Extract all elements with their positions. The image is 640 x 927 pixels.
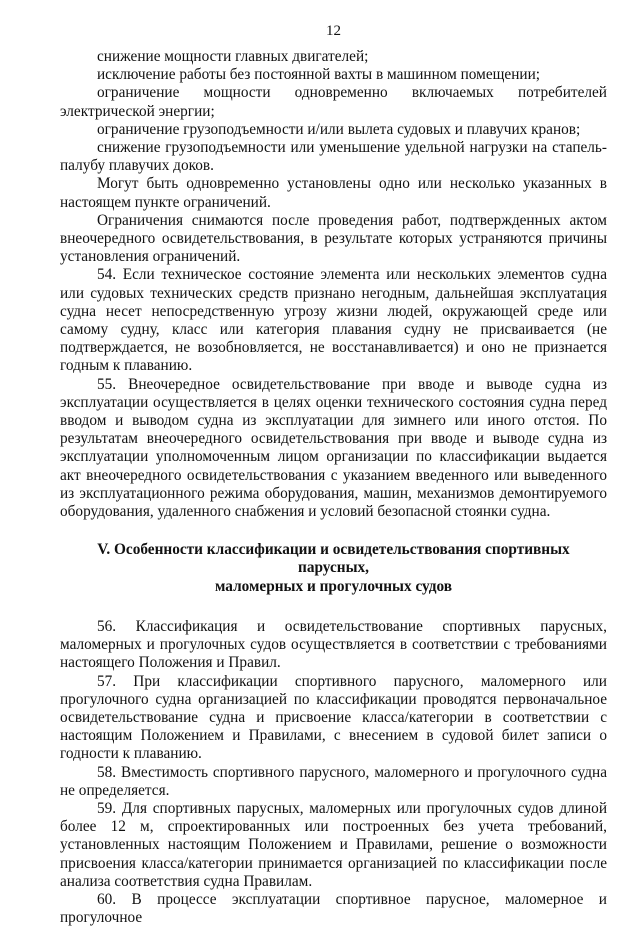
paragraph: ограничение грузоподъемности и/или вылета судовых и плавучих кранов; (97, 120, 581, 138)
paragraph-57: 57. При классификации спортивного парусного, маломерного или прогулочного судна организацией по классификации проводятся первоначальное освидетельствование судна и присвоение класса/категории в соответствии с настоящим Положением и Правилами, с внесением в судовой билет записи о годности к плаванию. (60, 672, 607, 763)
paragraph-54: 54. Если техническое состояние элемента или нескольких элементов судна или судовых технических средств признано негодным, дальнейшая эксплуатация судна несет непосредственную угрозу жизни людей, окружающей среде или самому судну, класс или категория плавания судну не присваивается (не подтверждается, не возобновляется, не восстанавливается) и оно не признается годным к плаванию. (60, 266, 607, 375)
paragraph: снижение грузоподъемности или уменьшение удельной нагрузки на стапель-палубу плавучих доков. (60, 139, 607, 175)
page-number: 12 (326, 23, 341, 39)
paragraph-58: 58. Вместимость спортивного парусного, маломерного и прогулочного судна не определяется. (60, 763, 607, 799)
paragraph: Ограничения снимаются после проведения работ, подтвержденных актом внеочередного освидетельствования, в результате которых устраняются причины установления ограничений. (60, 211, 607, 266)
section-heading-line-2: маломерных и прогулочных судов (214, 577, 453, 595)
paragraph: исключение работы без постоянной вахты в машинном помещении; (97, 66, 541, 84)
section-heading-line-1: V. Особенности классификации и освидетельствования спортивных парусных, (97, 541, 570, 577)
section-heading (60, 541, 607, 596)
paragraph: ограничение мощности одновременно включаемых потребителей электрической энергии; (60, 84, 607, 120)
paragraph-60: 60. В процессе эксплуатации спортивное парусное, маломерное и прогулочное (60, 890, 607, 927)
paragraph-59: 59. Для спортивных парусных, маломерных или прогулочных судов длиной более 12 м, спроектированных или построенных без учета требований, установленных настоящим Положением и Правилами, решение о возможности присвоения класса/категории принимается организацией по классификации после анализа соответствия судна Правилам. (60, 799, 607, 890)
document-page (60, 22, 607, 927)
paragraph-55: 55. Внеочередное освидетельствование при вводе и выводе судна из эксплуатации осуществляется в целях оценки технического состояния судна перед вводом и выводом судна из эксплуатации для зимнего или иного отстоя. По результатам внеочередного освидетельствования при вводе и выводе судна из эксплуатации уполномоченным лицом организации по классификации выдается акт внеочередного освидетельствования с указанием введенного или выведенного из эксплуатационного режима оборудования, машин, механизмов демонтируемого оборудования, удаленного снабжения и условий безопасной стоянки судна. (60, 375, 607, 521)
paragraph-56: 56. Классификация и освидетельствование спортивных парусных, маломерных и прогулочных судов осуществляется в соответствии с требованиями настоящего Положения и Правил. (60, 617, 607, 672)
paragraph: Могут быть одновременно установлены одно или несколько указанных в настоящем пункте ограничений. (60, 175, 607, 211)
paragraph: снижение мощности главных двигателей; (97, 48, 369, 65)
